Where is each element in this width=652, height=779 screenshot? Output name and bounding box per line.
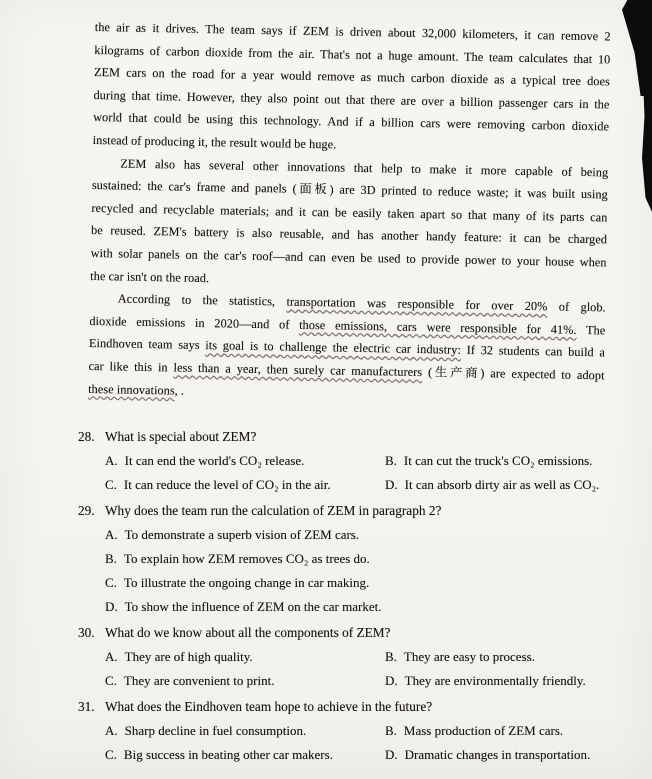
- option-label: C.: [105, 673, 117, 688]
- text-segment: instead of producing it, the result would be huge.: [92, 132, 337, 152]
- passage: [88, 16, 611, 409]
- option-text: It can end the world's CO₂ release.: [124, 453, 305, 468]
- option: [105, 547, 623, 571]
- text-segment: The: [576, 322, 606, 338]
- options: [105, 645, 623, 693]
- text-segment: during that time. However, they also point out that there are over a billion passenger cars in the: [93, 87, 610, 112]
- option: [105, 645, 385, 669]
- question-stem: What does the Eindhoven team hope to achieve in the future?: [105, 699, 433, 714]
- option: [385, 449, 623, 473]
- underlined-text: less than a year, then surely car manufacturers: [173, 360, 423, 379]
- text-segment: the car isn't on the road.: [90, 268, 210, 285]
- options: [105, 719, 623, 767]
- option-label: D.: [385, 673, 398, 688]
- option-label: A.: [105, 649, 118, 664]
- option-label: B.: [105, 551, 117, 566]
- text-segment: dioxide emissions in 2020—and of: [89, 313, 300, 332]
- scan-artifact-corner: [622, 0, 652, 96]
- text-segment: , .: [174, 383, 185, 398]
- question-number: 31.: [78, 699, 95, 714]
- option: [105, 523, 623, 547]
- passage-paragraph: [88, 287, 606, 409]
- options: [105, 449, 623, 497]
- option: [385, 743, 623, 767]
- option-text: It can cut the truck's CO₂ emissions.: [403, 453, 593, 468]
- option-label: A.: [105, 527, 118, 542]
- question: [78, 621, 623, 693]
- scan-artifact-strip: [642, 92, 652, 212]
- text-segment: car like this in: [88, 358, 174, 375]
- option-text: They are easy to process.: [403, 649, 535, 664]
- question: [78, 695, 623, 767]
- text-segment: (生产商) are expected to adopt: [422, 364, 605, 383]
- questions: [78, 425, 623, 769]
- option-label: B.: [385, 649, 397, 664]
- option: [385, 645, 623, 669]
- option: [105, 669, 385, 693]
- option-text: To show the influence of ZEM on the car market.: [124, 599, 382, 614]
- option: [105, 719, 385, 743]
- question-head: [78, 499, 623, 523]
- question-head: [78, 695, 623, 719]
- option: [105, 743, 385, 767]
- option-label: A.: [105, 723, 118, 738]
- text-segment: of glob.: [547, 299, 606, 315]
- text-segment: sustained: the car's frame and panels (面板) are 3D printed to reduce waste; it was built using: [91, 178, 608, 202]
- question-stem: What is special about ZEM?: [105, 429, 257, 444]
- option-text: To explain how ZEM removes CO₂ as trees do.: [123, 551, 370, 566]
- question: [78, 425, 623, 497]
- question: [78, 499, 623, 619]
- options: [105, 523, 623, 619]
- option-text: To demonstrate a superb vision of ZEM cars.: [124, 527, 360, 542]
- option: [105, 571, 623, 595]
- text-segment: with solar panels on the car's roof—and can even be used to provide power to your house when: [90, 245, 607, 270]
- option-text: They are of high quality.: [124, 649, 253, 664]
- option-label: B.: [385, 453, 397, 468]
- question-number: 30.: [78, 625, 95, 640]
- option-label: C.: [105, 747, 117, 762]
- text-segment: According to the statistics,: [117, 291, 287, 309]
- option: [105, 449, 385, 473]
- text-segment: the air as it drives. The team says if ZEM is driven about 32,000 kilometers, it can remove 2: [94, 19, 611, 44]
- option-text: Big success in beating other car makers.: [123, 747, 333, 762]
- option: [385, 669, 623, 693]
- option-label: D.: [105, 599, 118, 614]
- option-label: D.: [385, 477, 398, 492]
- underlined-text: those emissions, cars were responsible for 41%.: [299, 317, 577, 337]
- text-segment: be reused. ZEM's battery is also reusable, and has another handy feature: it can be charged: [90, 223, 608, 247]
- question-number: 28.: [78, 429, 95, 444]
- option: [105, 595, 623, 619]
- question-head: [78, 425, 623, 449]
- option-text: They are environmentally friendly.: [404, 673, 586, 688]
- option-text: To illustrate the ongoing change in car making.: [123, 575, 370, 590]
- option-label: C.: [105, 477, 117, 492]
- option-text: Sharp decline in fuel consumption.: [124, 723, 307, 738]
- passage-paragraph: [90, 152, 608, 297]
- text-segment: kilograms of carbon dioxide from the air. That's not a huge amount. The team calculates that 10: [94, 42, 611, 67]
- option: [385, 473, 623, 497]
- underlined-text: its goal is to challenge the electric car industry:: [205, 338, 462, 358]
- text-segment: Eindhoven team says: [88, 336, 206, 353]
- question-head: [78, 621, 623, 645]
- option-label: A.: [105, 453, 118, 468]
- text-segment: recycled and recyclable materials; and it can be easily taken apart so that many of its parts can: [91, 200, 608, 225]
- option: [105, 473, 385, 497]
- text-segment: If 32 students can build a: [460, 343, 606, 360]
- text-segment: ZEM cars on the road for a year would remove as much carbon dioxide as a typical tree does: [93, 65, 611, 89]
- option-label: D.: [385, 747, 398, 762]
- option-text: It can absorb dirty air as well as CO₂.: [404, 477, 600, 492]
- underlined-text: these innovations: [88, 381, 175, 398]
- option-label: B.: [385, 723, 397, 738]
- option-text: Dramatic changes in transportation.: [404, 747, 591, 762]
- question-stem: Why does the team run the calculation of ZEM in paragraph 2?: [105, 503, 442, 518]
- text-segment: world that could be using this technology. And if a billion cars were removing carbon dioxide: [93, 110, 610, 134]
- underlined-text: transportation was responsible for over 20%: [286, 294, 548, 314]
- option-text: Mass production of ZEM cars.: [403, 723, 564, 738]
- option: [385, 719, 623, 743]
- question-number: 29.: [78, 503, 95, 518]
- text-segment: ZEM also has several other innovations that help to make it more capable of being: [120, 156, 609, 179]
- option-text: They are convenient to print.: [123, 673, 275, 688]
- passage-paragraph: [93, 16, 611, 161]
- option-label: C.: [105, 575, 117, 590]
- question-stem: What do we know about all the components of ZEM?: [105, 625, 391, 640]
- option-text: It can reduce the level of CO₂ in the air.: [123, 477, 331, 492]
